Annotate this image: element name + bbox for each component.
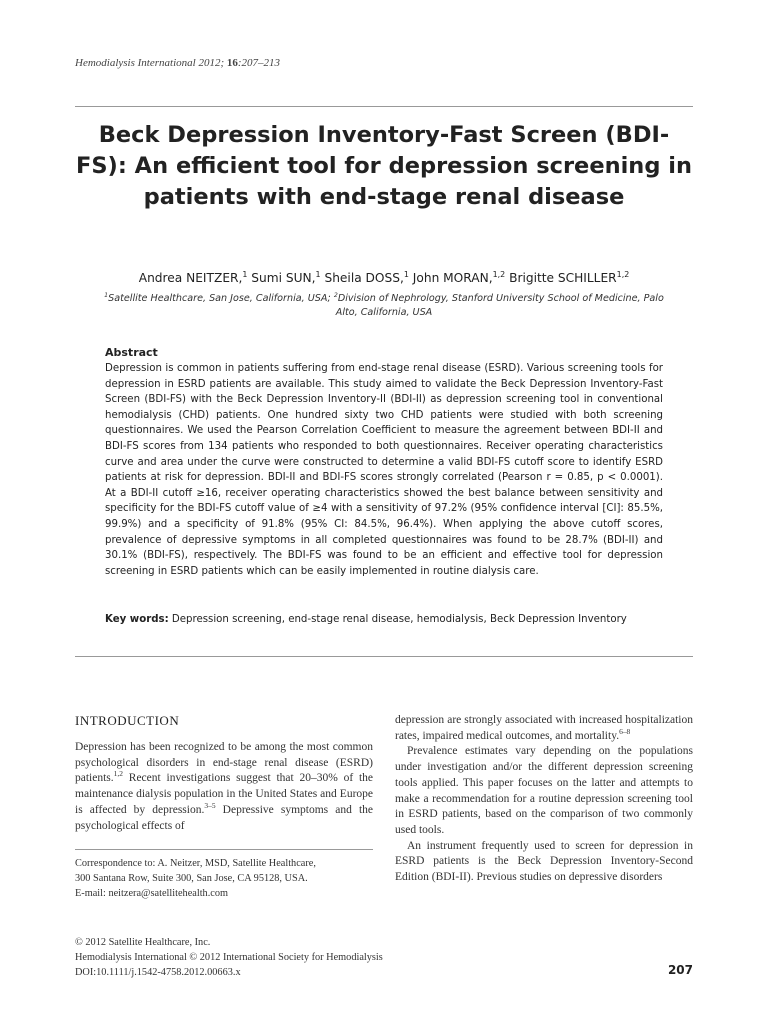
citation-marker: 1,2 xyxy=(113,769,123,779)
correspondence xyxy=(75,856,375,901)
affiliation-2: Division of Nephrology, Stanford University School of Medicine, Palo Alto, California, USA xyxy=(335,293,664,318)
author-name: Andrea NEITZER, xyxy=(138,271,243,285)
keywords xyxy=(105,612,663,628)
page-number: 207 xyxy=(667,963,693,977)
abstract-divider xyxy=(75,656,693,657)
journal-year: 2012; xyxy=(195,57,227,69)
introduction-heading: INTRODUCTION xyxy=(75,713,180,728)
doi: DOI:10.1111/j.1542-4758.2012.00663.x xyxy=(75,967,241,978)
citation-marker: 3–5 xyxy=(204,800,216,810)
intro-paragraph-1-continued xyxy=(395,713,693,744)
abstract-text: Depression is common in patients suffering from end-stage renal disease (ESRD). Various screening tools for depression in ESRD patients are available. This study aimed to validate the Beck Depression Inventory-Fast Screen (BDI-FS) with the Beck Depression Inventory-II (BDI-II) as depression screening tool in conventional hemodialysis (CHD) patients. One hundred sixty two CHD patients were studied with both screening questionnaires. We used the Pearson Correlation Coefficient to measure the agreement between BDI-II and BDI-FS scores from 134 patients who responded to both questionnaires. Receiver operating characteristics curve and area under the curve were constructed to determine a valid BDI-FS cutoff score to identify ESRD patients at risk for depression. BDI-II and BDI-FS scores strongly correlated (Pearson r = 0.85, p < 0.0001). At a BDI-II cutoff ≥16, receiver operating characteristics showed the best balance between sensitivity and specificity for the BDI-FS cutoff value of ≥4 with a sensitivity of 97.2% (95% confidence interval [CI]: 85.5%, 99.9%) and a specificity of 91.8% (95% CI: 84.5%, 96.4%). When applying the above cutoff scores, prevalence of depressive symptoms in all completed questionnaires was found to be 28.7% (BDI-II) and 30.1% (BDI-FS), respectively. The BDI-FS was found to be an efficient and effective tool for depression screening in ESRD patients which can be easily implemented in routine dialysis care. xyxy=(105,363,663,577)
author-affiliation-marker: 1 xyxy=(403,269,409,279)
intro-paragraph-1 xyxy=(75,740,373,834)
keywords-text: Depression screening, end-stage renal disease, hemodialysis, Beck Depression Inventory xyxy=(168,614,627,625)
journal-volume: 16 xyxy=(226,57,238,69)
author-name: Sheila DOSS, xyxy=(324,271,404,285)
right-column xyxy=(395,713,693,886)
author-affiliation-marker: 1 xyxy=(242,269,248,279)
affiliation-1: Satellite Healthcare, San Jose, California, USA; xyxy=(108,293,334,304)
copyright-line: Hemodialysis International © 2012 International Society for Hemodialysis xyxy=(75,952,383,963)
left-column xyxy=(75,740,373,834)
page-footer xyxy=(75,935,383,980)
author-name: Sumi SUN, xyxy=(251,271,316,285)
keywords-label: Key words: xyxy=(105,614,169,625)
author-affiliation-marker: 1 xyxy=(315,269,321,279)
correspondence-line: Correspondence to: A. Neitzer, MSD, Satellite Healthcare, xyxy=(75,858,316,869)
intro-paragraph-2: Prevalence estimates vary depending on the populations under investigation and/or the different depression screening tools applied. This paper focuses on the latter and attempts to make a recommendation for a routine depression screening tool in ESRD patients, based on the comparison of two commonly used tools. xyxy=(395,745,693,836)
author-list xyxy=(75,271,693,285)
author-affiliation-marker: 1,2 xyxy=(492,269,506,279)
affiliation-marker: 1 xyxy=(104,291,109,299)
correspondence-line: 300 Santana Row, Suite 300, San Jose, CA 95128, USA. xyxy=(75,873,308,884)
author-name: Brigitte SCHILLER xyxy=(509,271,617,285)
correspondence-email: E-mail: neitzera@satellitehealth.com xyxy=(75,888,229,899)
affiliations xyxy=(100,292,668,320)
header-divider xyxy=(75,106,693,107)
article-title: Beck Depression Inventory-Fast Screen (BDI-FS): An efficient tool for depression screening in patients with end-stage renal disease xyxy=(75,122,692,210)
copyright-line: © 2012 Satellite Healthcare, Inc. xyxy=(75,937,211,948)
author-affiliation-marker: 1,2 xyxy=(616,269,630,279)
correspondence-divider xyxy=(75,849,373,850)
journal-name: Hemodialysis International xyxy=(75,57,196,69)
abstract-heading: Abstract xyxy=(105,346,158,359)
affiliation-marker: 2 xyxy=(333,291,338,299)
author-name: John MORAN, xyxy=(412,271,493,285)
intro-text: Recent investigations suggest that 20–30% of the maintenance dialysis population in the United States and Europe is affected by depression. xyxy=(75,772,373,816)
journal-citation xyxy=(75,57,280,69)
intro-text: Depression has been recognized to be among the most common psychological disorders in end-stage renal disease (ESRD) patients. xyxy=(75,741,373,785)
journal-pages: :207–213 xyxy=(237,57,281,69)
citation-marker: 6–8 xyxy=(619,726,631,736)
intro-paragraph-3: An instrument frequently used to screen for depression in ESRD patients is the Beck Depression Inventory-Second Edition (BDI-II). Previous studies on depressive disorders xyxy=(395,839,693,884)
intro-text: Depressive symptoms and the psychological effects of xyxy=(75,803,373,832)
intro-text: depression are strongly associated with increased hospitalization rates, impaired medical outcomes, and mortality. xyxy=(395,714,693,742)
